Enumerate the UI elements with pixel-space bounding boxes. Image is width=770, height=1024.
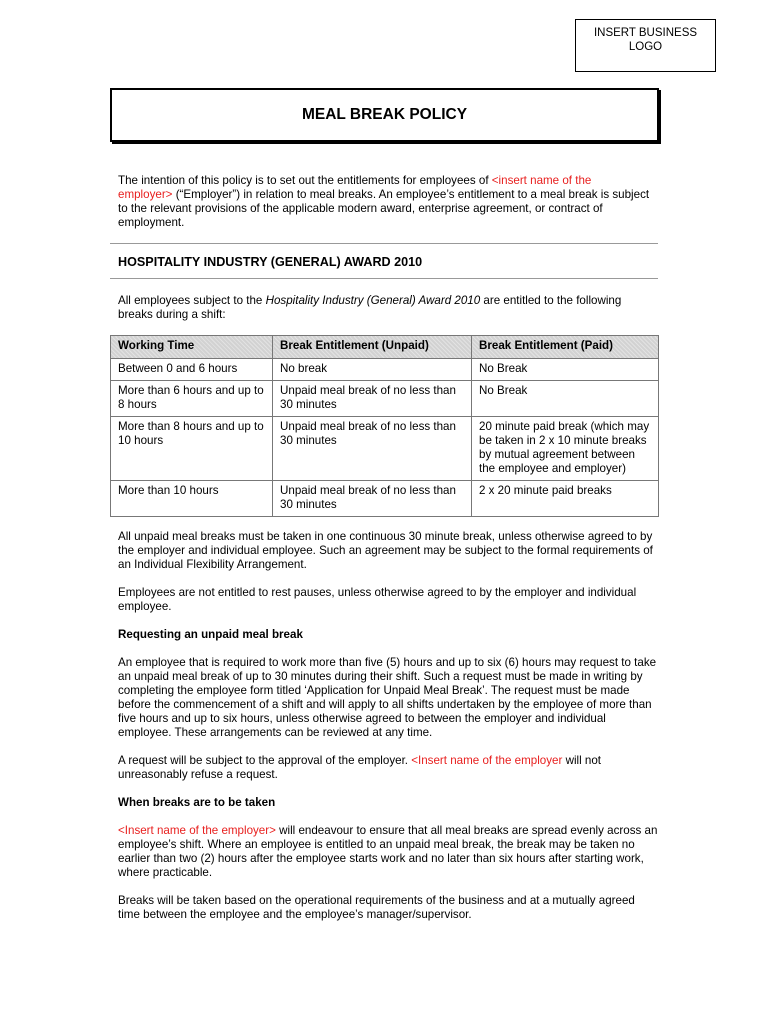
approval-text-1: A request will be subject to the approval of the employer.: [118, 754, 412, 767]
break-entitlement-table: [110, 335, 659, 517]
table-cell: More than 10 hours: [111, 481, 273, 517]
title-box: [110, 88, 659, 142]
award-intro-text-2: are entitled to the following breaks during a shift:: [118, 294, 622, 321]
table-row: [111, 417, 659, 481]
logo-text-line2: LOGO: [628, 41, 663, 53]
approval-paragraph: [118, 754, 658, 782]
intro-text-1: The intention of this policy is to set out the entitlements for employees of: [118, 174, 492, 187]
header-paid: Break Entitlement (Paid): [472, 336, 659, 359]
unpaid-breaks-paragraph: All unpaid meal breaks must be taken in one continuous 30 minute break, unless otherwise agreed to by the employer and individual employee. Such an agreement may be subject to the formal requirements of an Individual Flexibility Arrangement.: [118, 530, 653, 571]
when-breaks-text: will endeavour to ensure that all meal breaks are spread evenly across an employee’s shift. Where an employee is entitled to an unpaid meal break, the break may be taken no earlier than two (2) hours after the employee starts work and no later than six hours after starting work, where practicable.: [118, 824, 658, 879]
employer-placeholder: <Insert name of the employer>: [118, 824, 276, 837]
table-cell: 2 x 20 minute paid breaks: [472, 481, 659, 517]
business-logo-placeholder: [575, 19, 716, 72]
table-row: [111, 381, 659, 417]
rest-pauses-paragraph: Employees are not entitled to rest pauses, unless otherwise agreed to by the employer and individual employee.: [118, 586, 637, 613]
when-breaks-paragraph: [118, 824, 658, 880]
when-breaks-heading: When breaks are to be taken: [118, 796, 276, 809]
operational-paragraph: Breaks will be taken based on the operational requirements of the business and at a mutually agreed time between the employee and the employee’s manager/supervisor.: [118, 894, 635, 921]
request-paragraph: An employee that is required to work more than five (5) hours and up to six (6) hours may request to take an unpaid meal break of up to 30 minutes during their shift. Such a request must be made in writing by completing the employee form titled ‘Application for Unpaid Meal Break’. The request must be made before the commencement of a shift and will apply to all shifts undertaken by the employee of more than five hours and up to six hours, unless otherwise agreed to between the employer and individual employee. These arrangements can be reviewed at any time.: [118, 656, 657, 739]
intro-text-2: (“Employer”) in relation to meal breaks. An employee’s entitlement to a meal break is subject to the relevant provisions of the applicable modern award, enterprise agreement, or contract of employment.: [118, 188, 650, 229]
table-cell: Unpaid meal break of no less than 30 minutes: [273, 381, 472, 417]
table-row: [111, 359, 659, 381]
award-heading: HOSPITALITY INDUSTRY (GENERAL) AWARD 2010: [118, 255, 423, 269]
table-cell: No Break: [472, 381, 659, 417]
table-cell: 20 minute paid break (which may be taken in 2 x 10 minute breaks by mutual agreement between the employee and employer): [472, 417, 659, 481]
table-cell: Unpaid meal break of no less than 30 minutes: [273, 417, 472, 481]
table-cell: Unpaid meal break of no less than 30 minutes: [273, 481, 472, 517]
table-header-row: [111, 336, 659, 359]
employer-placeholder: <Insert name of the employer: [411, 754, 563, 767]
approval-text-2: will not unreasonably refuse a request.: [118, 754, 602, 781]
employer-placeholder-part-a: <insert name of the: [491, 174, 592, 187]
award-name: Hospitality Industry (General) Award 2010: [265, 294, 481, 307]
intro-paragraph: [118, 174, 658, 230]
table-cell: No Break: [472, 359, 659, 381]
table-cell: Between 0 and 6 hours: [111, 359, 273, 381]
award-intro-text-1: All employees subject to the: [118, 294, 266, 307]
award-intro-paragraph: [118, 294, 658, 322]
section-divider-top: [110, 243, 658, 244]
employer-placeholder-part-b: employer>: [118, 188, 173, 201]
header-working-time: Working Time: [111, 336, 273, 359]
table-cell: More than 6 hours and up to 8 hours: [111, 381, 273, 417]
page-title: MEAL BREAK POLICY: [301, 106, 468, 123]
table-cell: No break: [273, 359, 472, 381]
table-row: [111, 481, 659, 517]
section-divider-bottom: [110, 278, 658, 279]
logo-text-line1: INSERT BUSINESS: [593, 27, 698, 39]
table-cell: More than 8 hours and up to 10 hours: [111, 417, 273, 481]
requesting-heading: Requesting an unpaid meal break: [118, 628, 303, 641]
header-unpaid: Break Entitlement (Unpaid): [273, 336, 472, 359]
